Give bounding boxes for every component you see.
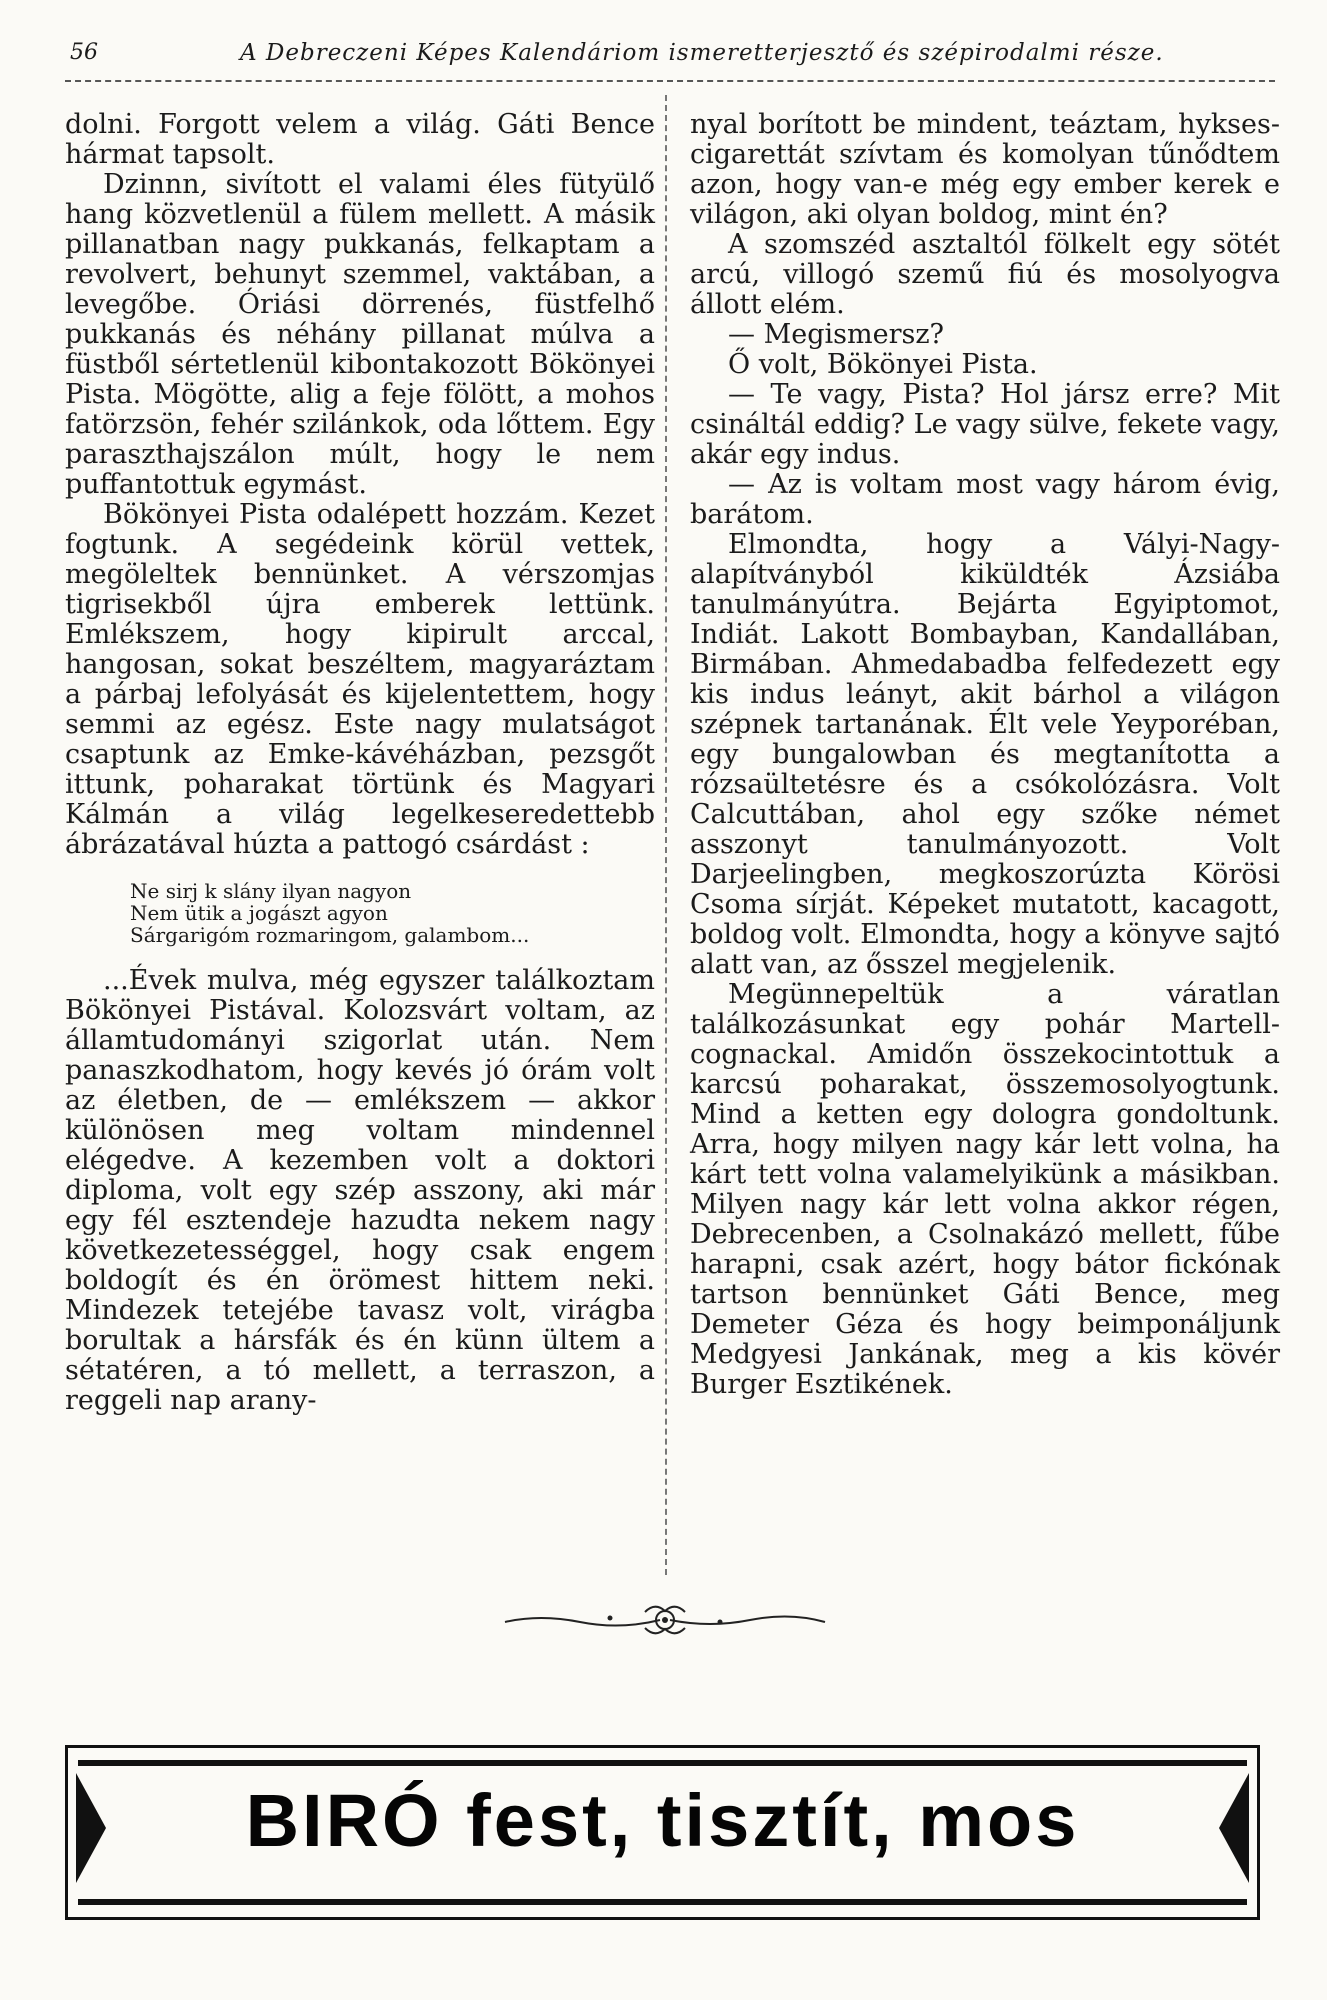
- arrow-left-icon: [1219, 1773, 1249, 1883]
- arrow-right-icon: [76, 1773, 106, 1883]
- advertisement-banner: [65, 1745, 1260, 1920]
- paragraph: — Megismersz?: [728, 319, 945, 350]
- paragraph: Megünnepeltük a váratlan találkozásunkat egy pohár Martell-cognackal. Amidőn összekocintottuk a karcsú poharakat, összemosolyogtunk. Mind a ketten egy dologra gondoltunk. Arra, hogy milyen nagy kár lett volna, ha kárt tett volna valamelyikünk a másikban. Milyen nagy kár lett volna akkor régen, Debrecenben, a Csolnakázó mellett, fűbe harapni, csak azért, hogy bátor fickónak tartson bennünket Gáti Bence, meg Demeter Géza és hogy beimponáljunk Medgyesi Jankának, meg a kis kövér Burger Esztikének.: [690, 979, 1280, 1400]
- right-column: [690, 110, 1280, 1400]
- paragraph: — Te vagy, Pista? Hol jársz erre? Mit csináltál eddig? Le vagy sülve, fekete vagy, akár egy indus.: [690, 379, 1280, 470]
- paragraph: A szomszéd asztaltól fölkelt egy sötét arcú, villogó szemű fiú és mosolyogva állott elém.: [690, 229, 1280, 320]
- running-title: A Debreczeni Képes Kalendáriom ismeretterjesztő és szépirodalmi része.: [240, 40, 1164, 66]
- left-column: [65, 110, 655, 1416]
- page-header: [40, 40, 1290, 80]
- advertisement-text: BIRÓ fest, tisztít, mos: [245, 1779, 1080, 1862]
- song-verse: [130, 880, 655, 946]
- paragraph: Elmondta, hogy a Vályi-Nagy-alapítványból kiküldték Ázsiába tanulmányútra. Bejárta Egyiptomot, Indiát. Lakott Bombayban, Kandallában, Birmában. Ahmedabadba felfedezett egy kis indus leányt, akit bárhol a világon szépnek tartanának. Élt vele Yeyporéban, egy bungalowban és megtanította a rózsaültetésre és a csókolózásra. Volt Calcuttában, ahol egy szőke német asszonyt tanulmányozott. Volt Darjeelingben, megkoszorúzta Körösi Csoma sírját. Képeket mutatott, kacagott, boldog volt. Elmondta, hogy a könyve sajtó alatt van, az ősszel megjelenik.: [690, 529, 1280, 980]
- page-number: 56: [70, 40, 98, 65]
- paragraph: dolni. Forgott velem a világ. Gáti Bence hármat tapsolt.: [65, 109, 655, 170]
- paragraph: — Az is voltam most vagy három évig, barátom.: [690, 469, 1280, 530]
- paragraph: Bökönyei Pista odalépett hozzám. Kezet fogtunk. A segédeink körül vettek, megöleltek bennünket. A vérszomjas tigrisekből újra emberek lettünk. Emlékszem, hogy kipirult arccal, hangosan, sokat beszéltem, magyaráztam a párbaj lefolyását és kijelentettem, hogy semmi az egész. Este nagy mulatságot csaptunk az Emke-kávéházban, pezsgőt ittunk, poharakat törtünk és Magyari Kálmán a világ legelkeseredettebb ábrázatával húzta a pattogó csárdást :: [65, 499, 655, 860]
- column-divider: [665, 95, 667, 1575]
- paragraph: Ő volt, Bökönyei Pista.: [728, 349, 1038, 380]
- floral-divider-icon: [500, 1600, 830, 1640]
- song-line: Nem ütik a jogászt agyon: [130, 901, 388, 925]
- song-line: Sárgarigóm rozmaringom, galambom...: [130, 923, 530, 947]
- paragraph: Dzinnn, sivított el valami éles fütyülő hang közvetlenül a fülem mellett. A másik pillanatban nagy pukkanás, felkaptam a revolvert, behunyt szemmel, vaktában, a levegőbe. Óriási dörrenés, füstfelhő pukkanás és néhány pillanat múlva a füstből sértetlenül kibontakozott Bökönyei Pista. Mögötte, alig a feje fölött, a mohos fatörzsön, fehér szilánkok, oda lőttem. Egy paraszthajszálon múlt, hogy le nem puffantottuk egymást.: [65, 169, 655, 500]
- song-line: Ne sirj k slány ilyan nagyon: [130, 879, 412, 903]
- header-rule: [65, 80, 1275, 82]
- paragraph: nyal borított be mindent, teáztam, hykses-cigarettát szívtam és komolyan tűnődtem azon, hogy van-e még egy ember kerek e világon, aki olyan boldog, mint én?: [690, 109, 1280, 230]
- paragraph: ...Évek mulva, még egyszer találkoztam Bökönyei Pistával. Kolozsvárt voltam, az államtudományi szigorlat után. Nem panaszkodhatom, hogy kevés jó órám volt az életben, de — emlékszem — akkor különösen meg voltam mindennel elégedve. A kezemben volt a doktori diploma, volt egy szép asszony, aki már egy fél esztendeje hazudta nekem nagy következetességgel, hogy csak engem boldogít és én örömest hittem neki. Mindezek tetejébe tavasz volt, virágba borultak a hársfák és én künn ültem a sétatéren, a tó mellett, a terraszon, a reggeli nap arany-: [65, 965, 655, 1416]
